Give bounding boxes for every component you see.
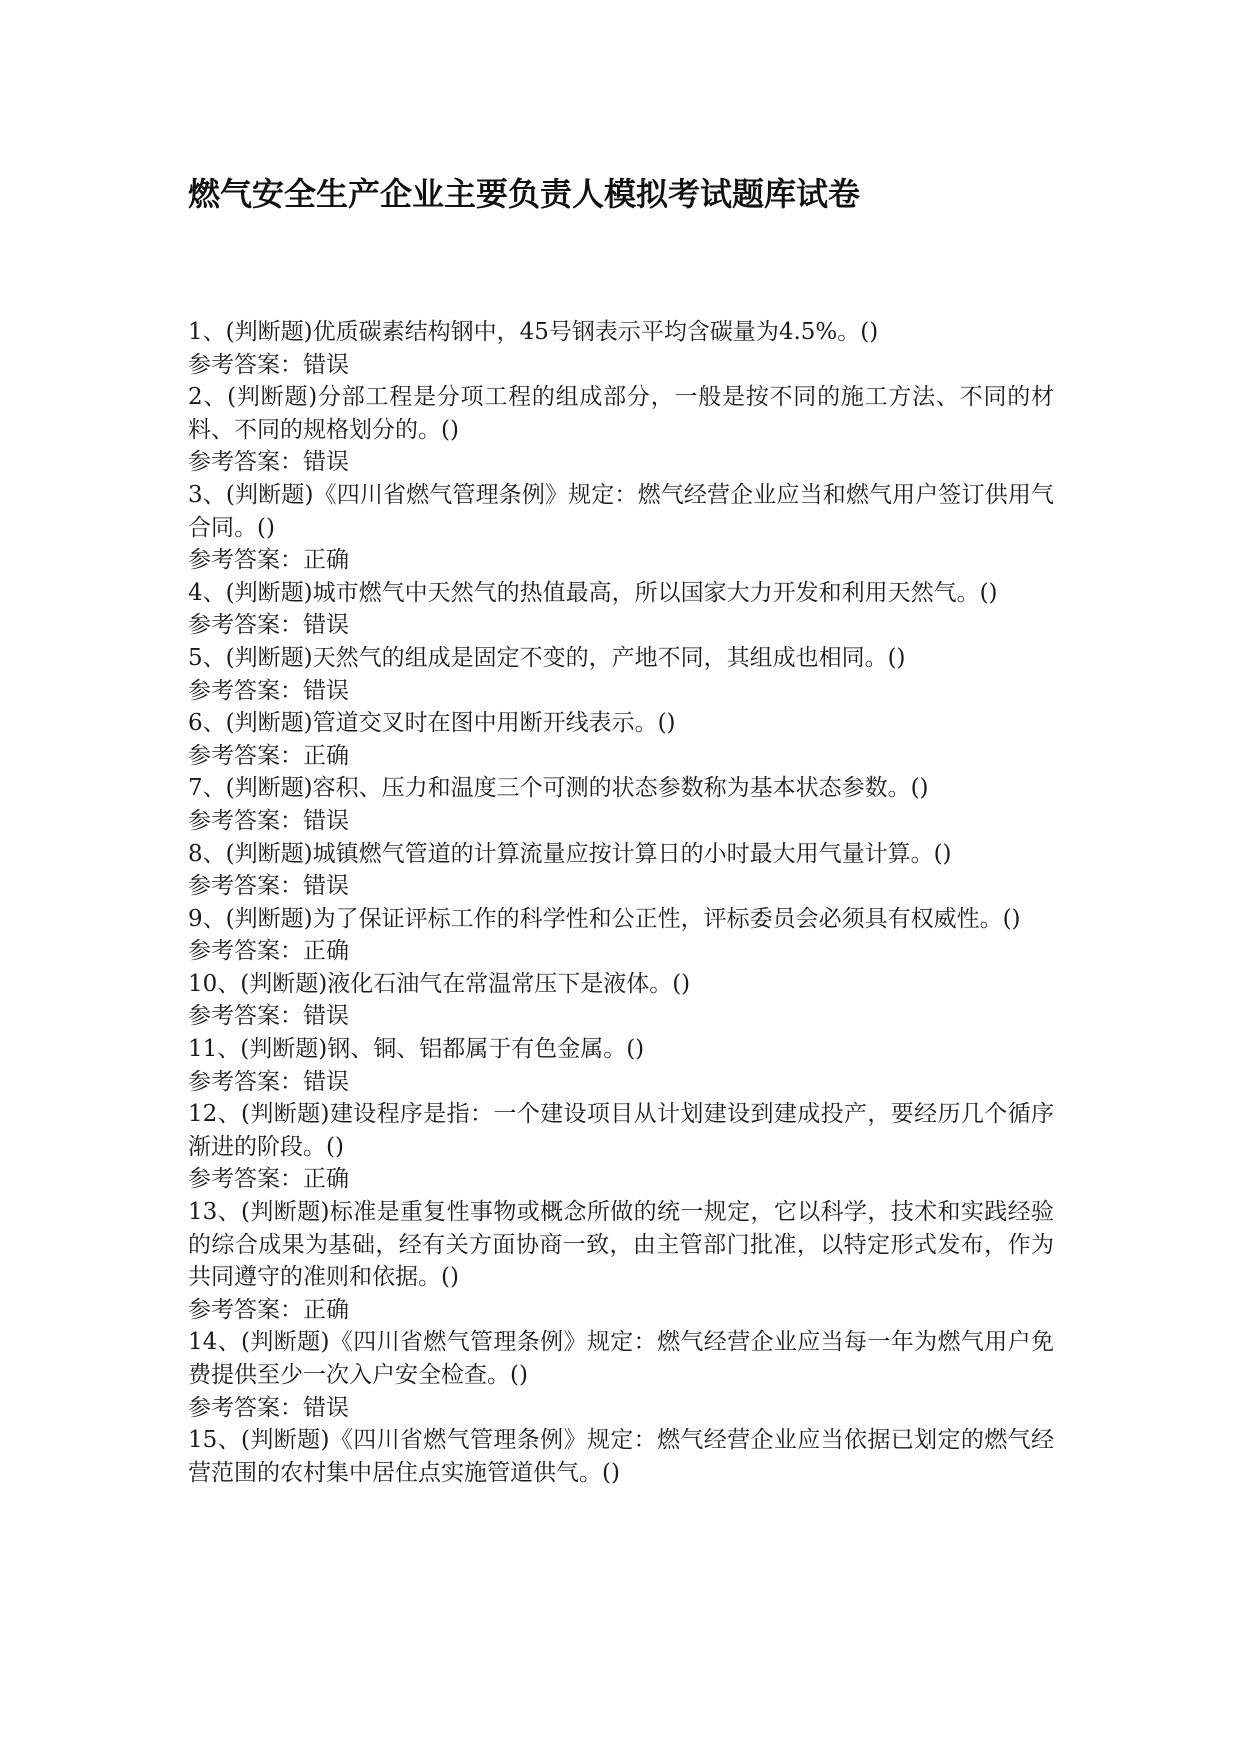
question-text: 4、(判断题)城市燃气中天然气的热值最高，所以国家大力开发和利用天然气。() (188, 579, 998, 606)
question-text: 13、(判断题)标准是重复性事物或概念所做的统一规定，它以科学，技术和实践经验的综合成果为基础，经有关方面协商一致，由主管部门批准，以特定形式发布，作为共同遵守的准则和依据。() (188, 1199, 1054, 1291)
question-item (188, 968, 1054, 1033)
reference-answer: 参考答案：正确 (188, 1166, 349, 1193)
question-text: 2、(判断题)分部工程是分项工程的组成部分，一般是按不同的施工方法、不同的材料、不同的规格划分的。() (188, 384, 1054, 443)
reference-answer: 参考答案：错误 (188, 1068, 349, 1095)
reference-answer: 参考答案：错误 (188, 807, 349, 834)
question-item (188, 1196, 1054, 1326)
question-text: 10、(判断题)液化石油气在常温常压下是液体。() (188, 970, 691, 997)
question-item (188, 1098, 1054, 1196)
reference-answer: 参考答案：错误 (188, 1394, 349, 1421)
reference-answer: 参考答案：错误 (188, 449, 349, 476)
question-item (188, 577, 1054, 642)
question-item (188, 707, 1054, 772)
question-item (188, 772, 1054, 837)
question-item (188, 316, 1054, 381)
reference-answer: 参考答案：正确 (188, 938, 349, 965)
question-text: 9、(判断题)为了保证评标工作的科学性和公正性，评标委员会必须具有权威性。() (188, 905, 1021, 932)
question-text: 3、(判断题)《四川省燃气管理条例》规定：燃气经营企业应当和燃气用户签订供用气合同。() (188, 481, 1054, 541)
question-text: 11、(判断题)钢、铜、铝都属于有色金属。() (188, 1036, 645, 1063)
question-text: 1、(判断题)优质碳素结构钢中，45号钢表示平均含碳量为4.5%。() (188, 319, 879, 345)
reference-answer: 参考答案：正确 (188, 547, 349, 574)
question-item (188, 642, 1054, 707)
question-text: 5、(判断题)天然气的组成是固定不变的，产地不同，其组成也相同。() (188, 644, 906, 671)
question-item (188, 838, 1054, 903)
reference-answer: 参考答案：错误 (188, 1003, 349, 1030)
question-text: 7、(判断题)容积、压力和温度三个可测的状态参数称为基本状态参数。() (188, 775, 929, 802)
question-item (188, 479, 1054, 577)
question-text: 14、(判断题)《四川省燃气管理条例》规定：燃气经营企业应当每一年为燃气用户免费提供至少一次入户安全检查。() (188, 1329, 1054, 1388)
question-item (188, 1033, 1054, 1098)
reference-answer: 参考答案：正确 (188, 1296, 349, 1323)
question-text: 8、(判断题)城镇燃气管道的计算流量应按计算日的小时最大用气量计算。() (188, 840, 952, 867)
reference-answer: 参考答案：错误 (188, 873, 349, 900)
question-text: 15、(判断题)《四川省燃气管理条例》规定：燃气经营企业应当依据已划定的燃气经营范围的农村集中居住点实施管道供气。() (188, 1427, 1054, 1486)
reference-answer: 参考答案：错误 (188, 612, 349, 639)
page-title: 燃气安全生产企业主要负责人模拟考试题库试卷 (188, 175, 861, 213)
question-item (188, 1424, 1054, 1489)
question-item (188, 381, 1054, 479)
question-text: 6、(判断题)管道交叉时在图中用断开线表示。() (188, 710, 676, 737)
question-item (188, 1326, 1054, 1424)
question-list (188, 316, 1054, 1489)
question-text: 12、(判断题)建设程序是指：一个建设项目从计划建设到建成投产，要经历几个循序渐进的阶段。() (188, 1101, 1054, 1160)
reference-answer: 参考答案：错误 (188, 677, 349, 704)
reference-answer: 参考答案：错误 (188, 351, 349, 378)
question-item (188, 903, 1054, 968)
reference-answer: 参考答案：正确 (188, 742, 349, 769)
